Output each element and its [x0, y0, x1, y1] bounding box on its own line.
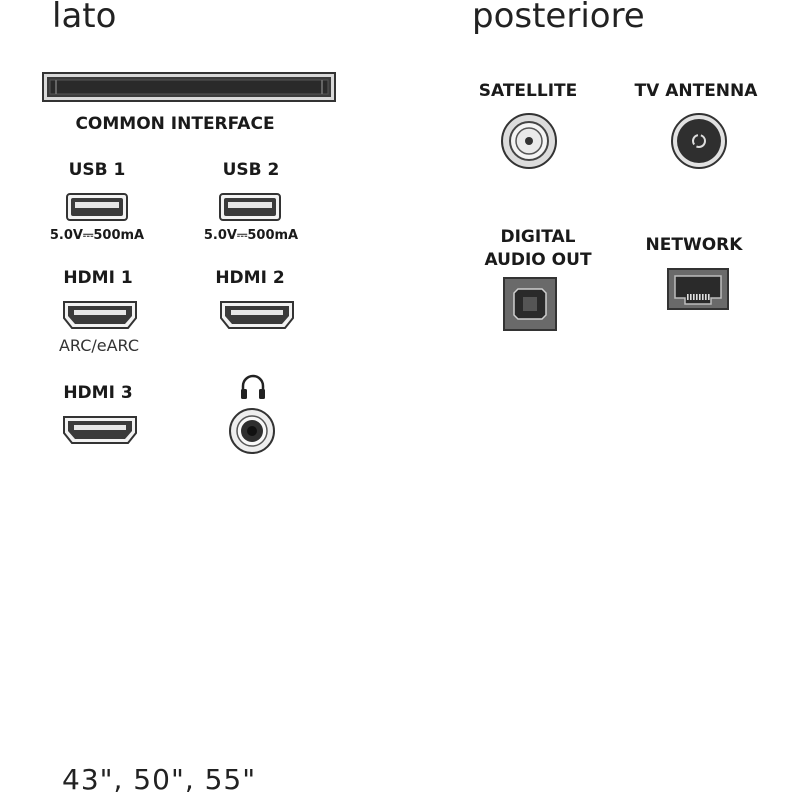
hdmi1-port-icon	[62, 300, 138, 330]
usb2-port-icon	[219, 193, 281, 221]
hdmi3-port-icon	[62, 415, 138, 445]
hdmi2-port-icon	[219, 300, 295, 330]
digital-audio-out-label-line2: AUDIO OUT	[484, 250, 592, 270]
hdmi2-label: HDMI 2	[215, 268, 285, 288]
common-interface-label: COMMON INTERFACE	[75, 114, 275, 134]
rear-panel-heading: posteriore	[472, 0, 645, 36]
usb1-power-spec: 5.0V⎓500mA	[49, 228, 145, 243]
headphone-jack-icon	[228, 407, 276, 455]
usb1-port-icon	[66, 193, 128, 221]
satellite-label: SATELLITE	[478, 81, 578, 101]
side-panel-heading: lato	[52, 0, 117, 36]
hdmi1-arc-note: ARC/eARC	[58, 336, 140, 355]
common-interface-slot-icon	[42, 72, 336, 102]
satellite-connector-icon	[500, 112, 558, 170]
usb2-power-spec: 5.0V⎓500mA	[203, 228, 299, 243]
hdmi3-label: HDMI 3	[63, 383, 133, 403]
usb2-label: USB 2	[222, 160, 280, 180]
hdmi1-label: HDMI 1	[63, 268, 133, 288]
tv-antenna-label: TV ANTENNA	[634, 81, 758, 101]
network-label: NETWORK	[645, 235, 743, 255]
digital-audio-out-label-line1: DIGITAL	[500, 227, 576, 247]
ethernet-port-icon	[667, 268, 729, 310]
screen-sizes-text: 43", 50", 55"	[62, 763, 257, 796]
headphones-icon	[238, 372, 268, 402]
optical-audio-port-icon	[503, 277, 557, 331]
usb1-label: USB 1	[68, 160, 126, 180]
tv-antenna-connector-icon	[670, 112, 728, 170]
